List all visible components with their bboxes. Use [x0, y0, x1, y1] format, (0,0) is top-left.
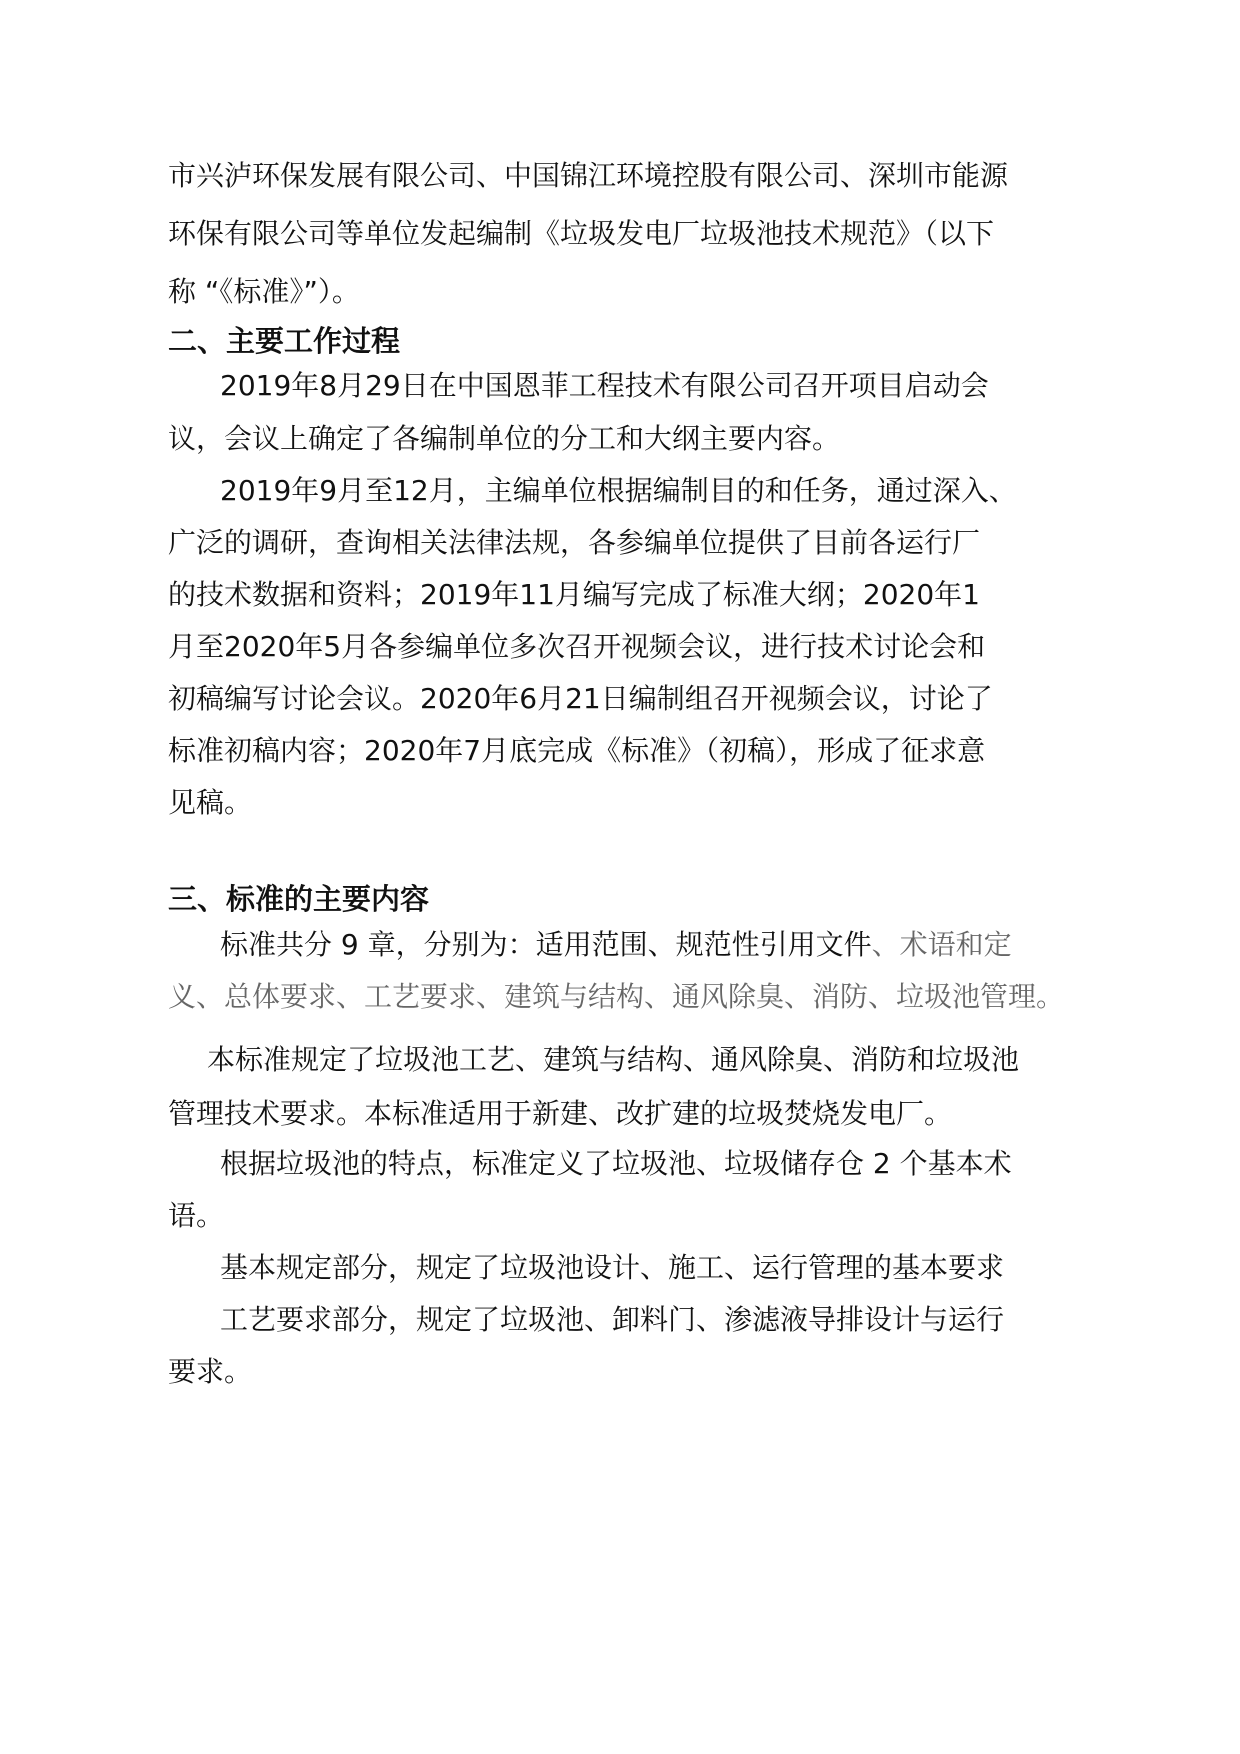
section-3-heading: 三、标准的主要内容 — [168, 882, 430, 916]
s3-p3-line-2: 语。 — [168, 1199, 225, 1232]
s3-p2-line-1: 本标准规定了垃圾池工艺、建筑与结构、通风除臭、消防和垃圾池 — [207, 1043, 1020, 1076]
intro-line-3: 称 “《标准》”）。 — [168, 275, 360, 308]
s2-p1-line-2: 议，会议上确定了各编制单位的分工和大纲主要内容。 — [168, 422, 841, 455]
s3-p1-line-1-grey: 、术语和定 — [871, 928, 1012, 961]
s3-p5-line-2: 要求。 — [168, 1355, 253, 1388]
intro-line-2: 环保有限公司等单位发起编制《垃圾发电厂垃圾池技术规范》（以下 — [168, 217, 995, 250]
s3-p1-line-2: 义、总体要求、工艺要求、建筑与结构、通风除臭、消防、垃圾池管理。 — [168, 980, 1065, 1013]
s2-p2-line-4: 月至2020年5月各参编单位多次召开视频会议，进行技术讨论会和 — [168, 630, 986, 663]
s3-p2-line-2: 管理技术要求。本标准适用于新建、改扩建的垃圾焚烧发电厂。 — [168, 1097, 953, 1130]
section-2-heading: 二、主要工作过程 — [168, 324, 401, 358]
s3-p1-line-1 — [220, 925, 1012, 965]
s2-p2-line-3: 的技术数据和资料；2019年11月编写完成了标准大纲；2020年1 — [168, 578, 980, 611]
s3-p3-line-1: 根据垃圾池的特点，标准定义了垃圾池、垃圾储存仓 2 个基本术 — [220, 1147, 1012, 1180]
s2-p2-line-7: 见稿。 — [168, 786, 253, 819]
intro-line-1: 市兴泸环保发展有限公司、中国锦江环境控股有限公司、深圳市能源 — [168, 159, 1009, 192]
s2-p2-line-2: 广泛的调研，查询相关法律法规，各参编单位提供了目前各运行厂 — [168, 526, 981, 559]
s2-p2-line-1: 2019年9月至12月，主编单位根据编制目的和任务，通过深入、 — [220, 474, 1017, 507]
s2-p2-line-6: 标准初稿内容；2020年7月底完成《标准》（初稿），形成了征求意 — [168, 734, 986, 767]
s3-p4-line-1: 基本规定部分，规定了垃圾池设计、施工、运行管理的基本要求 — [220, 1251, 1005, 1284]
s2-p2-line-5: 初稿编写讨论会议。2020年6月21日编制组召开视频会议，讨论了 — [168, 682, 993, 715]
s3-p5-line-1: 工艺要求部分，规定了垃圾池、卸料门、渗滤液导排设计与运行 — [220, 1303, 1005, 1336]
s3-p1-line-1-dark: 标准共分 9 章，分别为：适用范围、规范性引用文件 — [220, 928, 872, 961]
s2-p1-line-1: 2019年8月29日在中国恩菲工程技术有限公司召开项目启动会 — [220, 369, 989, 402]
